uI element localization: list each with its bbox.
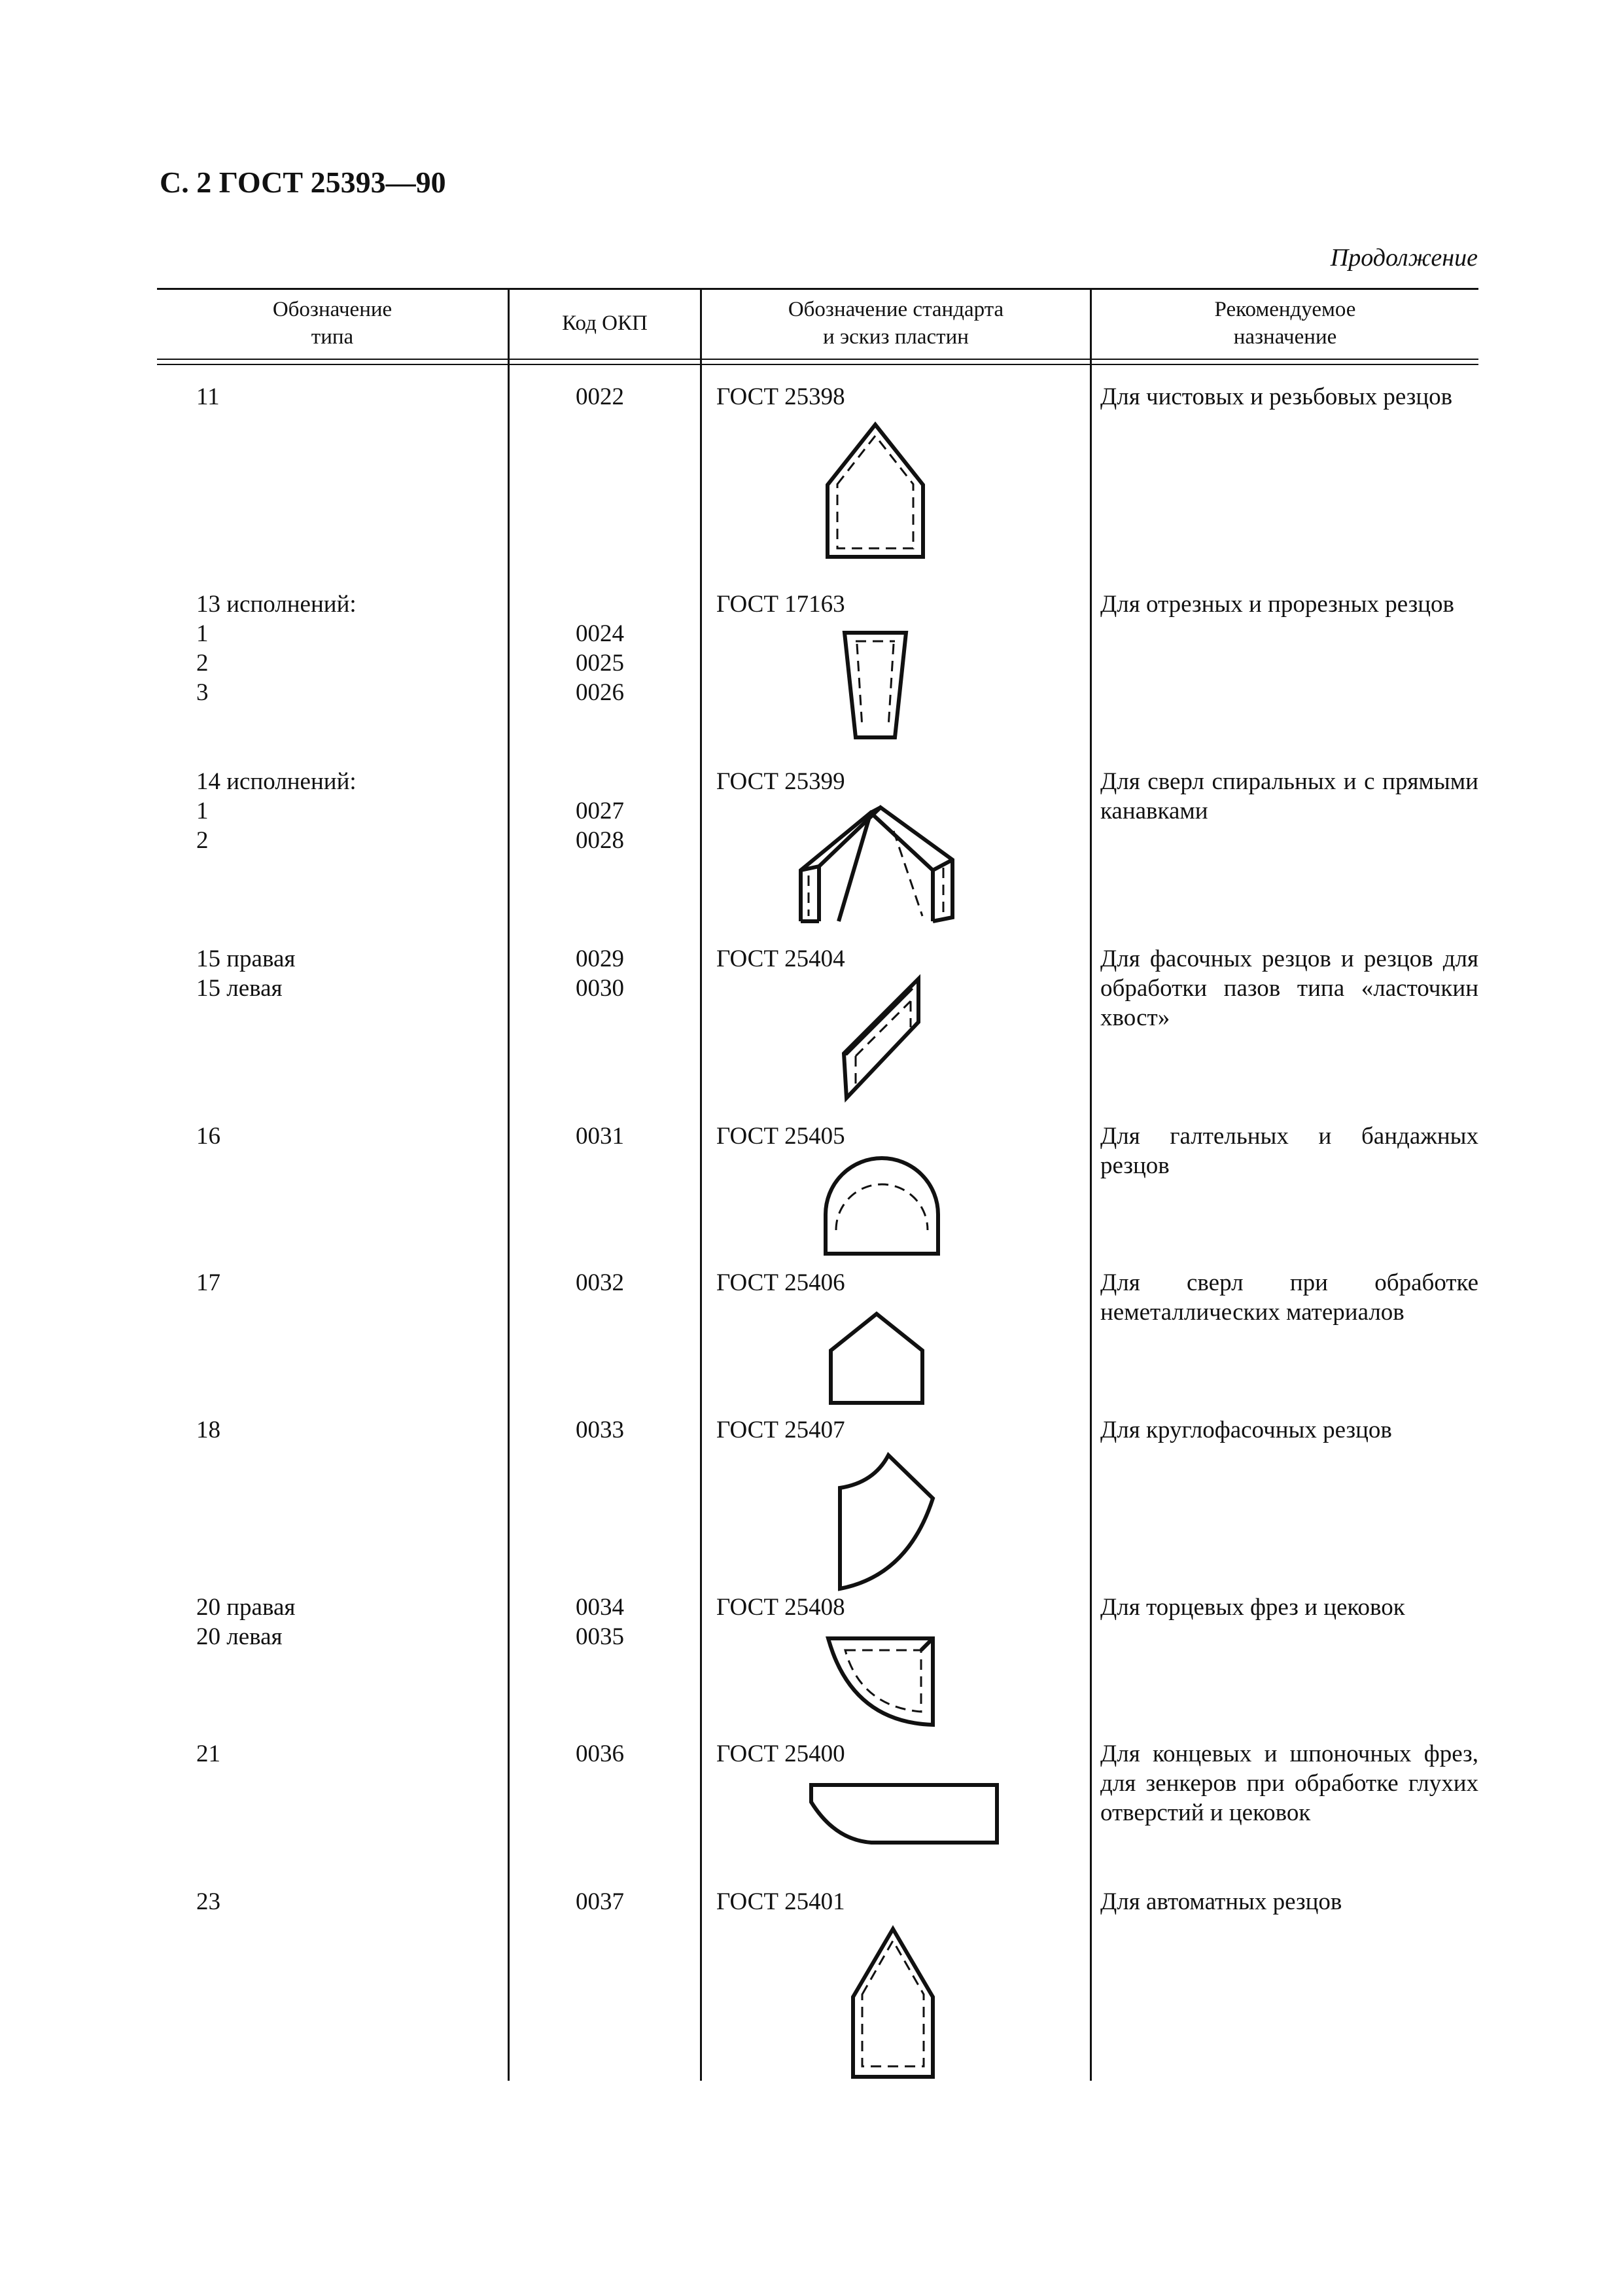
standard-cell: ГОСТ 25401 (716, 1888, 845, 1915)
type-cell: 21 (196, 1740, 220, 1767)
purpose-cell: Для сверл спиральных и с прямыми канавками (1100, 768, 1478, 824)
page-header: С. 2 ГОСТ 25393—90 (160, 166, 446, 199)
code-cell: 0034 0035 (576, 1594, 624, 1650)
column-divider-2 (700, 288, 702, 2081)
purpose-cell: Для сверл при обработке неметаллических материалов (1100, 1269, 1478, 1326)
parallelogram-insert-icon (840, 976, 925, 1101)
pentagon-short-icon (828, 1311, 925, 1405)
code-cell: 0024 0025 0026 (576, 620, 624, 706)
table-header-rule (157, 359, 1478, 360)
standard-cell: ГОСТ 25404 (716, 945, 845, 972)
quarter-circle-insert-icon (826, 1636, 935, 1727)
type-cell: 15 правая 15 левая (196, 945, 296, 1002)
column-header-purpose: Рекомендуемое назначение (1214, 298, 1356, 349)
code-cell: 0037 (576, 1888, 624, 1915)
standard-cell: ГОСТ 17163 (716, 591, 845, 618)
purpose-cell: Для фасочных резцов и резцов для обработки пазов типа «ласточкин хвост» (1100, 945, 1478, 1031)
purpose-cell: Для концевых и шпоночных фрез, для зенкеров при обработке глухих отверстий и цековок (1100, 1740, 1478, 1826)
standard-cell: ГОСТ 25408 (716, 1594, 845, 1621)
purpose-cell: Для торцевых фрез и цековок (1100, 1594, 1405, 1621)
type-cell: 16 (196, 1123, 220, 1150)
semicircle-insert-icon (823, 1158, 941, 1256)
column-header-code: Код ОКП (562, 311, 648, 335)
standard-cell: ГОСТ 25406 (716, 1269, 845, 1296)
long-rounded-insert-icon (809, 1782, 1000, 1845)
standard-cell: ГОСТ 25405 (716, 1123, 845, 1150)
column-header-standard: Обозначение стандарта и эскиз пластин (788, 298, 1004, 349)
purpose-cell: Для круглофасочных резцов (1100, 1417, 1392, 1443)
drill-insert-icon (795, 805, 959, 924)
standard-cell: ГОСТ 25399 (716, 768, 845, 795)
pentagon-tall-icon (826, 423, 925, 560)
code-cell: 0022 (576, 383, 624, 410)
type-cell: 18 (196, 1417, 220, 1443)
table-top-rule (157, 288, 1478, 290)
type-cell: 23 (196, 1888, 220, 1915)
type-cell: 20 правая 20 левая (196, 1594, 296, 1650)
type-cell: 17 (196, 1269, 220, 1296)
code-cell: 0036 (576, 1740, 624, 1767)
code-cell: 0029 0030 (576, 945, 624, 1002)
type-cell: 13 исполнений: 1 2 3 (196, 591, 357, 706)
curved-insert-icon (837, 1453, 935, 1591)
column-divider-3 (1090, 288, 1092, 2081)
column-header-type: Обозначение типа (272, 298, 393, 349)
code-cell: 0031 (576, 1123, 624, 1150)
type-cell: 11 (196, 383, 220, 410)
code-cell: 0032 (576, 1269, 624, 1296)
pentagon-tall-icon (850, 1926, 935, 2079)
table-header-rule-2 (157, 364, 1478, 365)
trapezoid-insert-icon (843, 631, 908, 739)
type-cell: 14 исполнений: 1 2 (196, 768, 357, 854)
standard-cell: ГОСТ 25398 (716, 383, 845, 410)
purpose-cell: Для автоматных резцов (1100, 1888, 1342, 1915)
code-cell: 0027 0028 (576, 798, 624, 854)
standard-cell: ГОСТ 25407 (716, 1417, 845, 1443)
standard-cell: ГОСТ 25400 (716, 1740, 845, 1767)
purpose-cell: Для отрезных и прорезных резцов (1100, 591, 1455, 618)
column-divider-1 (508, 288, 510, 2081)
purpose-cell: Для галтельных и бандажных резцов (1100, 1123, 1478, 1179)
continuation-label: Продолжение (1330, 244, 1478, 272)
code-cell: 0033 (576, 1417, 624, 1443)
purpose-cell: Для чистовых и резьбовых резцов (1100, 383, 1453, 410)
